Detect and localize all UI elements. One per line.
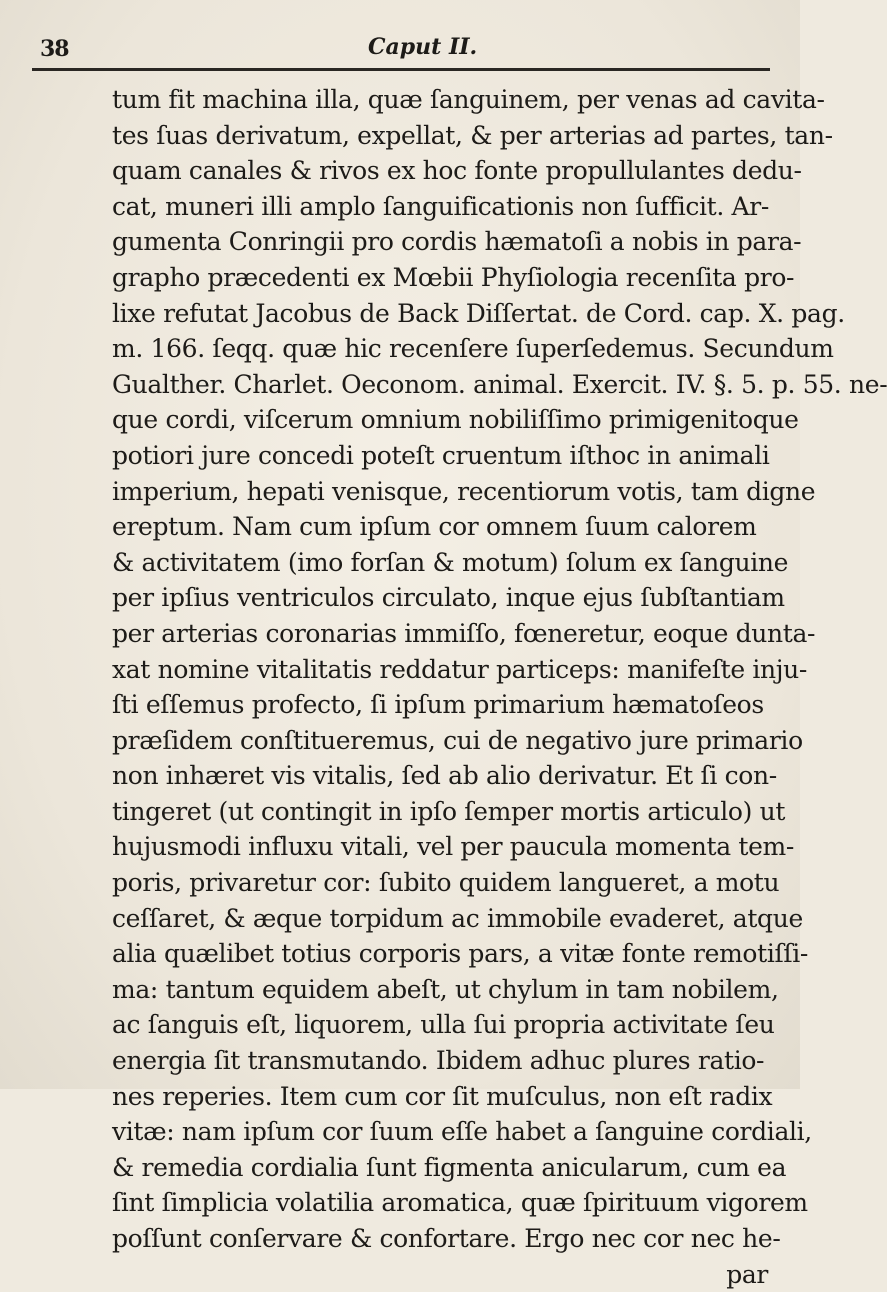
catchword: par: [726, 1259, 768, 1289]
text-line: hujusmodi influxu vitali, vel per paucula momenta tem-: [112, 832, 795, 862]
text-line: per ipſius ventriculos circulato, inque ejus ſubſtantiam: [112, 583, 785, 613]
text-line: energia ſit transmutando. Ibidem adhuc plures ratio-: [112, 1046, 765, 1076]
text-line: tes ſuas derivatum, expellat, & per arterias ad partes, tan-: [112, 120, 833, 150]
text-line: imperium, hepati venisque, recentiorum votis, tam digne: [112, 476, 816, 506]
text-line: grapho præcedenti ex Mœbii Phyſiologia recenſita pro-: [112, 262, 795, 292]
text-line: ſti eſſemus profecto, ſi ipſum primarium hæmatoſeos: [112, 690, 764, 720]
text-line: præſidem conſtitueremus, cui de negativo jure primario: [112, 725, 803, 755]
text-line: & activitatem (imo forſan & motum) ſolum ex ſanguine: [112, 547, 789, 577]
text-line: lixe refutat Jacobus de Back Diſſertat. de Cord. cap. X. pag.: [112, 298, 845, 328]
text-line: tingeret (ut contingit in ipſo ſemper mortis articulo) ut: [112, 796, 786, 826]
text-line: ereptum. Nam cum ipſum cor omnem ſuum calorem: [112, 512, 757, 542]
page-number: 38: [40, 36, 69, 62]
text-line: m. 166. ſeqq. quæ hic recenſere ſuperſedemus. Secundum: [112, 334, 834, 364]
text-line: poſſunt conſervare & confortare. Ergo nec cor nec he-: [112, 1224, 781, 1253]
page-header: [32, 30, 772, 70]
text-line: que cordi, viſcerum omnium nobiliſſimo primigenitoque: [112, 405, 799, 435]
text-line: & remedia cordialia ſunt figmenta anicularum, cum ea: [112, 1152, 787, 1182]
text-line: vitæ: nam ipſum cor ſuum eſſe habet a ſanguine cordiali,: [112, 1117, 812, 1147]
text-line: alia quælibet totius corporis pars, a vitæ fonte remotiſſi-: [112, 939, 809, 969]
body-text: [112, 82, 887, 1292]
text-line: ceſſaret, & æque torpidum ac immobile evaderet, atque: [112, 903, 803, 933]
text-line: potiori jure concedi poteſt cruentum iſthoc in animali: [112, 440, 770, 470]
text-line: tum fit machina illa, quæ ſanguinem, per venas ad cavita-: [112, 85, 825, 114]
text-line: xat nomine vitalitatis reddatur particeps: manifeſte inju-: [112, 654, 808, 684]
text-line: ſint ſimplicia volatilia aromatica, quæ ſpirituum vigorem: [112, 1188, 808, 1218]
text-line: poris, privaretur cor: ſubito quidem langueret, a motu: [112, 868, 780, 898]
header-rule: [32, 68, 770, 71]
text-line: gumenta Conringii pro cordis hæmatoſi a nobis in para-: [112, 227, 802, 257]
text-line: nes reperies. Item cum cor ſit muſculus, non eſt radix: [112, 1081, 773, 1111]
running-head: Caput II.: [368, 34, 478, 60]
text-line: ma: tantum equidem abeſt, ut chylum in tam nobilem,: [112, 974, 779, 1004]
text-line: ac ſanguis eſt, liquorem, ulla ſui propria activitate ſeu: [112, 1010, 775, 1040]
text-line: cat, muneri illi amplo ſanguificationis non ſufficit. Ar-: [112, 191, 769, 221]
text-line: Gualther. Charlet. Oeconom. animal. Exercit. IV. §. 5. p. 55. ne-: [112, 369, 887, 399]
text-line: quam canales & rivos ex hoc fonte propullulantes dedu-: [112, 156, 802, 186]
text-line: non inhæret vis vitalis, ſed ab alio derivatur. Et ſi con-: [112, 761, 777, 791]
text-line: per arterias coronarias immiſſo, fœneretur, eoque dunta-: [112, 618, 816, 648]
